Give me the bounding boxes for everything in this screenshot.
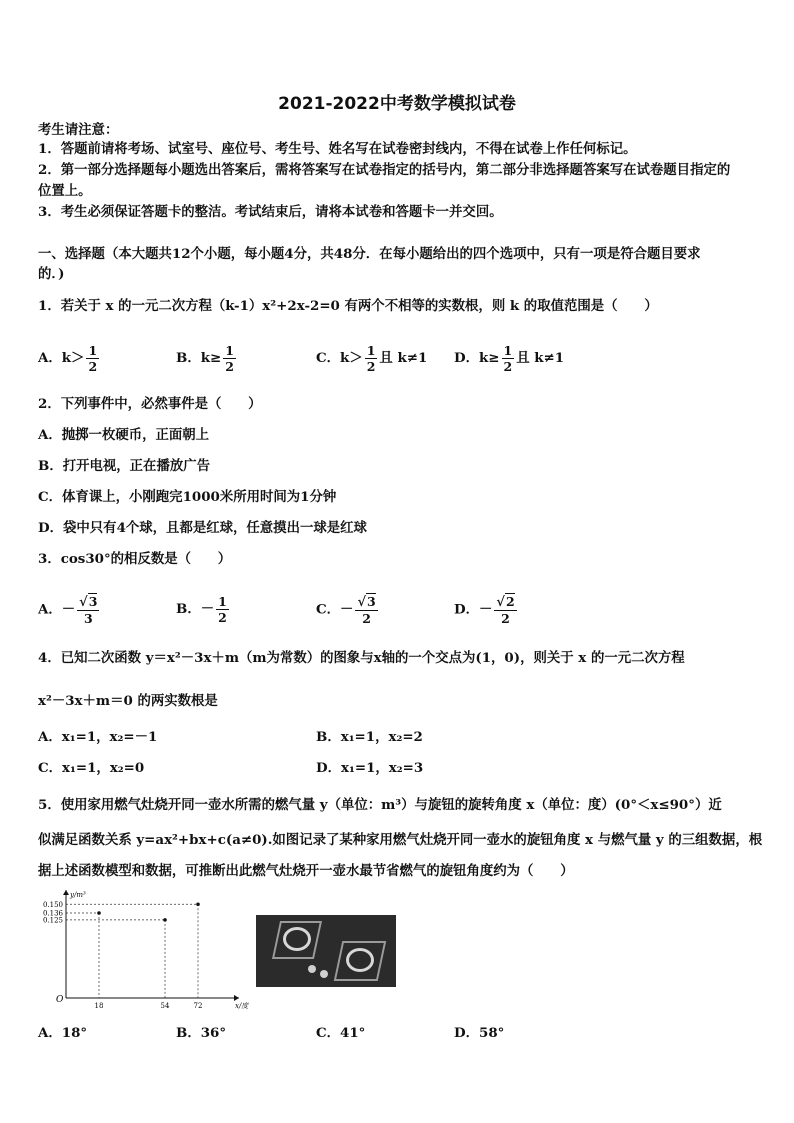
- y-tick-label: 0.150: [42, 900, 63, 909]
- fraction: $\frac{√2}{2}$: [496, 594, 515, 626]
- fraction: $\frac{√3}{2}$: [357, 594, 376, 626]
- q3-option-b[interactable]: B．－ $\frac{1}{2}$: [176, 594, 227, 625]
- q1-option-d[interactable]: D．k≥ $\frac{1}{2}$ 且 k≠1: [454, 343, 565, 374]
- question-3: 3．cos30°的相反数是（ ）: [38, 551, 232, 567]
- q2-option-c[interactable]: C．体育课上，小刚跑完1000米所用时间为1分钟: [38, 489, 337, 505]
- burner-left: [283, 927, 311, 951]
- notice-item-1: 1．答题前请将考场、试室号、座位号、考生号、姓名写在试卷密封线内，不得在试卷上作任何标记。: [38, 141, 637, 157]
- fraction: $\frac{√3}{3}$: [79, 594, 98, 626]
- q4-option-a[interactable]: A．x₁=1，x₂=－1: [38, 729, 158, 745]
- burner-right: [346, 948, 374, 972]
- fraction: $\frac{1}{2}$: [503, 343, 513, 374]
- q2-option-b[interactable]: B．打开电视，正在播放广告: [38, 458, 211, 474]
- q1-option-a[interactable]: A．k＞ $\frac{1}{2}$: [38, 343, 98, 374]
- question-5-cont-2: 据上述函数模型和数据，可推断出此燃气灶烧开一壶水最节省燃气的旋钮角度约为（ ）: [38, 863, 574, 879]
- data-point: [196, 902, 200, 906]
- q4-option-b[interactable]: B．x₁=1，x₂=2: [316, 729, 423, 745]
- question-4: 4．已知二次函数 y＝x²－3x＋m（m为常数）的图象与x轴的一个交点为(1，0)，则关于 x 的一元二次方程: [38, 650, 685, 666]
- question-5: 5．使用家用燃气灶烧开同一壶水所需的燃气量 y（单位：m³）与旋钮的旋转角度 x（单位：度）(0°＜x≤90°）近: [38, 797, 722, 813]
- y-axis-arrow-icon: [63, 890, 69, 895]
- q3-option-c[interactable]: C．－ $\frac{√3}{2}$: [316, 594, 376, 626]
- knob-icon: [308, 965, 316, 973]
- knob-icon: [320, 970, 328, 978]
- y-axis-label: y/m³: [70, 891, 86, 899]
- q4-option-d[interactable]: D．x₁=1，x₂=3: [316, 760, 424, 776]
- question-4-cont: x²－3x＋m＝0 的两实数根是: [38, 693, 218, 709]
- data-point: [163, 918, 167, 922]
- q1-option-b[interactable]: B．k≥ $\frac{1}{2}$: [176, 343, 234, 374]
- page-title: 2021-2022中考数学模拟试卷: [278, 94, 516, 114]
- fraction: $\frac{1}{2}$: [88, 343, 98, 374]
- notice-item-2: 2．第一部分选择题每小题选出答案后，需将答案写在试卷指定的括号内，第二部分非选择题答案写在试卷题目指定的: [38, 162, 731, 178]
- notice-heading: 考生请注意：: [38, 122, 119, 138]
- q2-option-d[interactable]: D．袋中只有4个球，且都是红球，任意摸出一球是红球: [38, 520, 367, 536]
- q2-option-a[interactable]: A．抛掷一枚硬币，正面朝上: [38, 427, 210, 443]
- x-tick-label: 72: [193, 1002, 203, 1010]
- fraction: $\frac{1}{2}$: [218, 594, 227, 625]
- notice-item-3: 3．考生必须保证答题卡的整洁。考试结束后，请将本试卷和答题卡一并交回。: [38, 204, 503, 220]
- x-tick-label: 54: [160, 1002, 170, 1010]
- q3-option-a[interactable]: A．－ $\frac{√3}{3}$: [38, 594, 98, 626]
- q5-option-b[interactable]: B．36°: [176, 1025, 227, 1041]
- gas-stove-photo: [256, 915, 396, 987]
- origin-label: O: [56, 995, 64, 1005]
- x-axis-arrow-icon: [234, 995, 239, 1001]
- data-point: [97, 911, 101, 915]
- y-tick-label: 0.136: [42, 909, 63, 918]
- fraction: $\frac{1}{2}$: [225, 343, 234, 374]
- question-1: 1．若关于 x 的一元二次方程（k-1）x²+2x-2=0 有两个不相等的实数根，则 k 的取值范围是（ ）: [38, 298, 658, 314]
- q4-option-c[interactable]: C．x₁=1，x₂=0: [38, 760, 145, 776]
- x-axis-label: x/度: [235, 1002, 249, 1010]
- x-tick-label: 18: [94, 1002, 104, 1010]
- y-tick-label: 0.125: [42, 916, 63, 925]
- gas-usage-chart: [36, 891, 249, 1012]
- question-2: 2．下列事件中，必然事件是（ ）: [38, 396, 262, 412]
- q1-option-c[interactable]: C．k＞ $\frac{1}{2}$ 且 k≠1: [316, 343, 428, 374]
- section-heading-cont: 的．): [38, 266, 65, 282]
- fraction: $\frac{1}{2}$: [366, 343, 376, 374]
- q3-option-d[interactable]: D．－ $\frac{√2}{2}$: [454, 594, 515, 626]
- q5-option-c[interactable]: C．41°: [316, 1025, 366, 1041]
- section-heading: 一、选择题（本大题共12个小题，每小题4分，共48分．在每小题给出的四个选项中，只有一项是符合题目要求: [38, 246, 701, 262]
- q5-option-a[interactable]: A．18°: [38, 1025, 88, 1041]
- notice-item-2-cont: 位置上。: [38, 183, 92, 199]
- question-5-cont-1: 似满足函数关系 y=ax²+bx+c(a≠0).如图记录了某种家用燃气灶烧开同一壶水的旋钮角度 x 与燃气量 y 的三组数据，根: [38, 832, 763, 848]
- q5-option-d[interactable]: D．58°: [454, 1025, 505, 1041]
